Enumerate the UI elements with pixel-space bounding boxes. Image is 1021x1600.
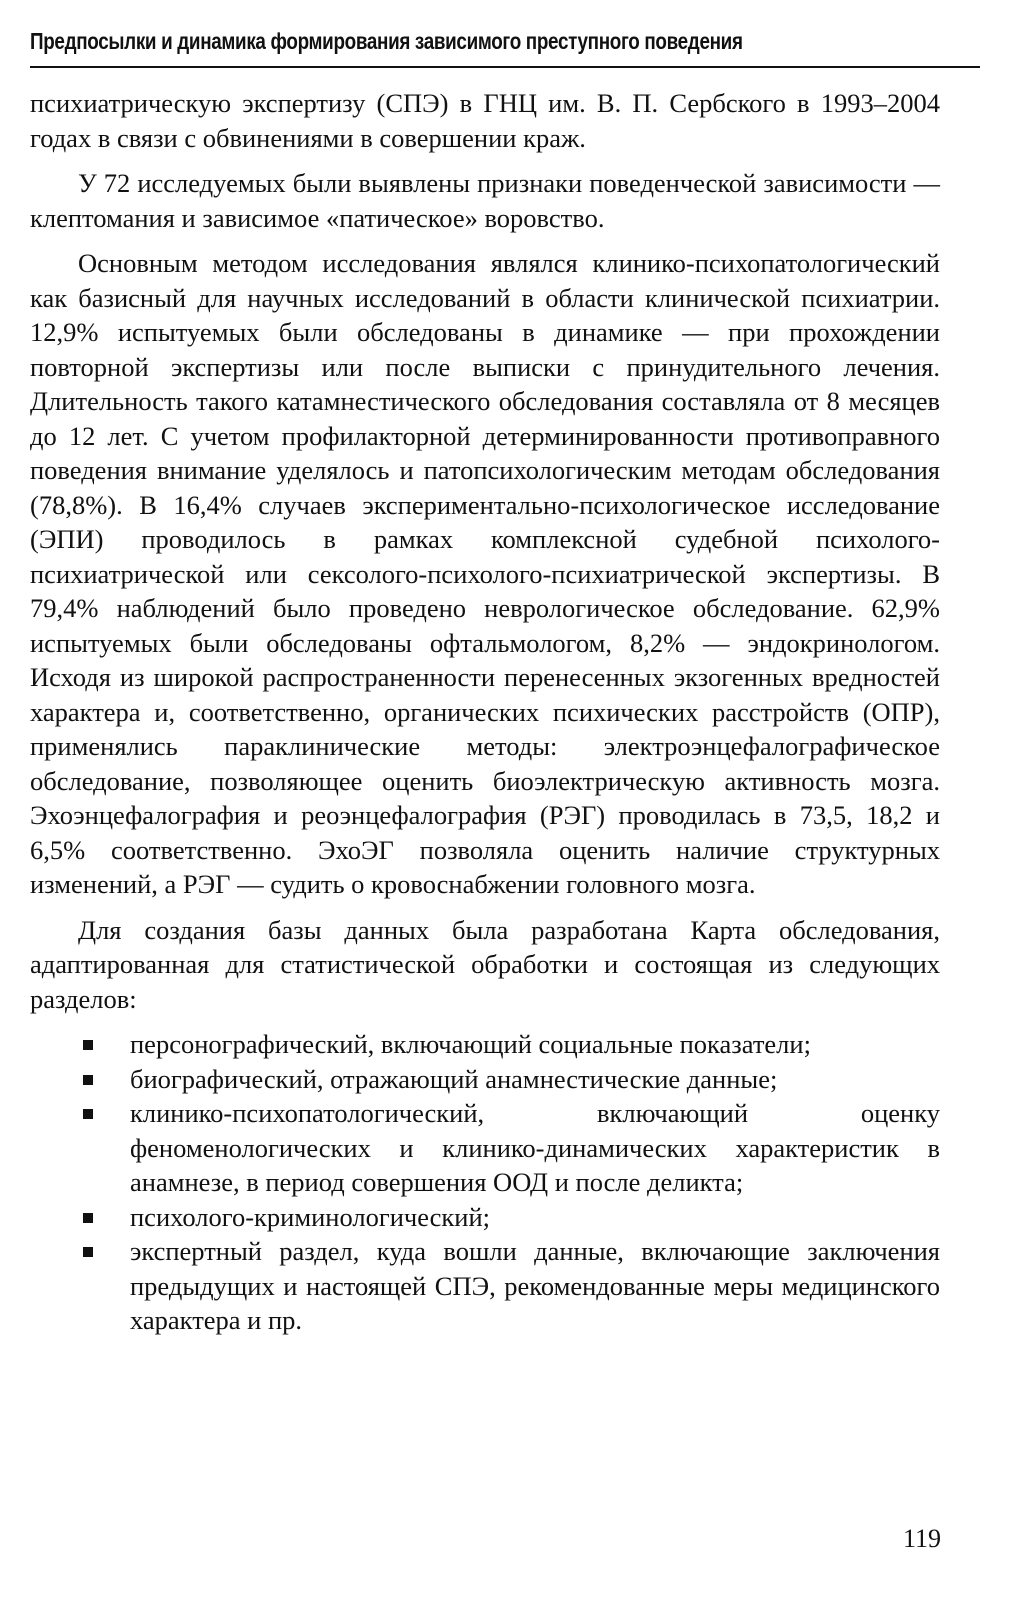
square-bullet-icon bbox=[83, 1213, 93, 1223]
running-header: Предпосылки и динамика формирования зависимого преступного поведения bbox=[30, 28, 743, 54]
square-bullet-icon bbox=[83, 1040, 93, 1050]
square-bullet-icon bbox=[83, 1247, 93, 1257]
paragraph-findings: У 72 исследуемых были выявлены признаки поведенческой зависимости — клептомания и зависимое «патическое» воровство. bbox=[30, 168, 940, 233]
square-bullet-icon bbox=[83, 1075, 93, 1085]
paragraph-continuation: психиатрическую экспертизу (СПЭ) в ГНЦ им. В. П. Сербского в 1993–2004 годах в связи с обвинениями в совершении краж. bbox=[30, 88, 940, 153]
page-number: 119 bbox=[902, 1524, 941, 1553]
header-divider bbox=[30, 66, 980, 68]
list-item bbox=[30, 1200, 940, 1235]
list-item bbox=[30, 1062, 940, 1097]
paragraph-methods: Основным методом исследования являлся клинико-психопатологический как базисный для научных исследований в области клинической психиатрии. 12,9% испытуемых были обследованы в динамике — при прохождении повторной экспертизы или после выписки с принудительного лечения. Длительность такого катамнестического обследования составляла от 8 месяцев до 12 лет. С учетом профилакторной детерминированности противоправного поведения внимание уделялось и патопсихологическим методам обследования (78,8%). В 16,4% случаев экспериментально-психологическое исследование (ЭПИ) проводилось в рамках комплексной судебной психолого-психиатрической или сексолого-психолого-психиатрической экспертизы. В 79,4% наблюдений было проведено неврологическое обследование. 62,9% испытуемых были обследованы офтальмологом, 8,2% — эндокринологом. Исходя из широкой распространенности перенесенных экзогенных вредностей характера и, соответственно, органических психических расстройств (ОПР), применялись параклинические методы: электроэнцефалографическое обследование, позволяющее оценить биоэлектрическую активность мозга. Эхоэнцефалография и реоэнцефалография (РЭГ) проводилась в 73,5, 18,2 и 6,5% соответственно. ЭхоЭГ позволяла оценить наличие структурных изменений, а РЭГ — судить о кровоснабжении головного мозга. bbox=[30, 248, 940, 899]
list-item-text: биографический, отражающий анамнестические данные; bbox=[130, 1063, 778, 1094]
list-item-text: экспертный раздел, куда вошли данные, включающие заключения предыдущих и настоящей СПЭ, рекомендованные меры медицинского характера и пр. bbox=[130, 1236, 940, 1335]
list-item bbox=[30, 1027, 940, 1062]
page-body bbox=[30, 86, 940, 1338]
list-item-text: психолого-криминологический; bbox=[130, 1201, 491, 1232]
list-item-text: клинико-психопатологический, включающий оценку феноменологических и клинико-динамических характеристик в анамнезе, в период совершения ООД и после деликта; bbox=[130, 1098, 940, 1197]
square-bullet-icon bbox=[83, 1109, 93, 1119]
paragraph-database: Для создания базы данных была разработана Карта обследования, адаптированная для статистической обработки и состоящая из следующих разделов: bbox=[30, 914, 940, 1014]
list-item bbox=[30, 1096, 940, 1200]
list-item bbox=[30, 1234, 940, 1338]
list-item-text: персонографический, включающий социальные показатели; bbox=[130, 1029, 811, 1059]
sections-list bbox=[30, 1027, 940, 1338]
